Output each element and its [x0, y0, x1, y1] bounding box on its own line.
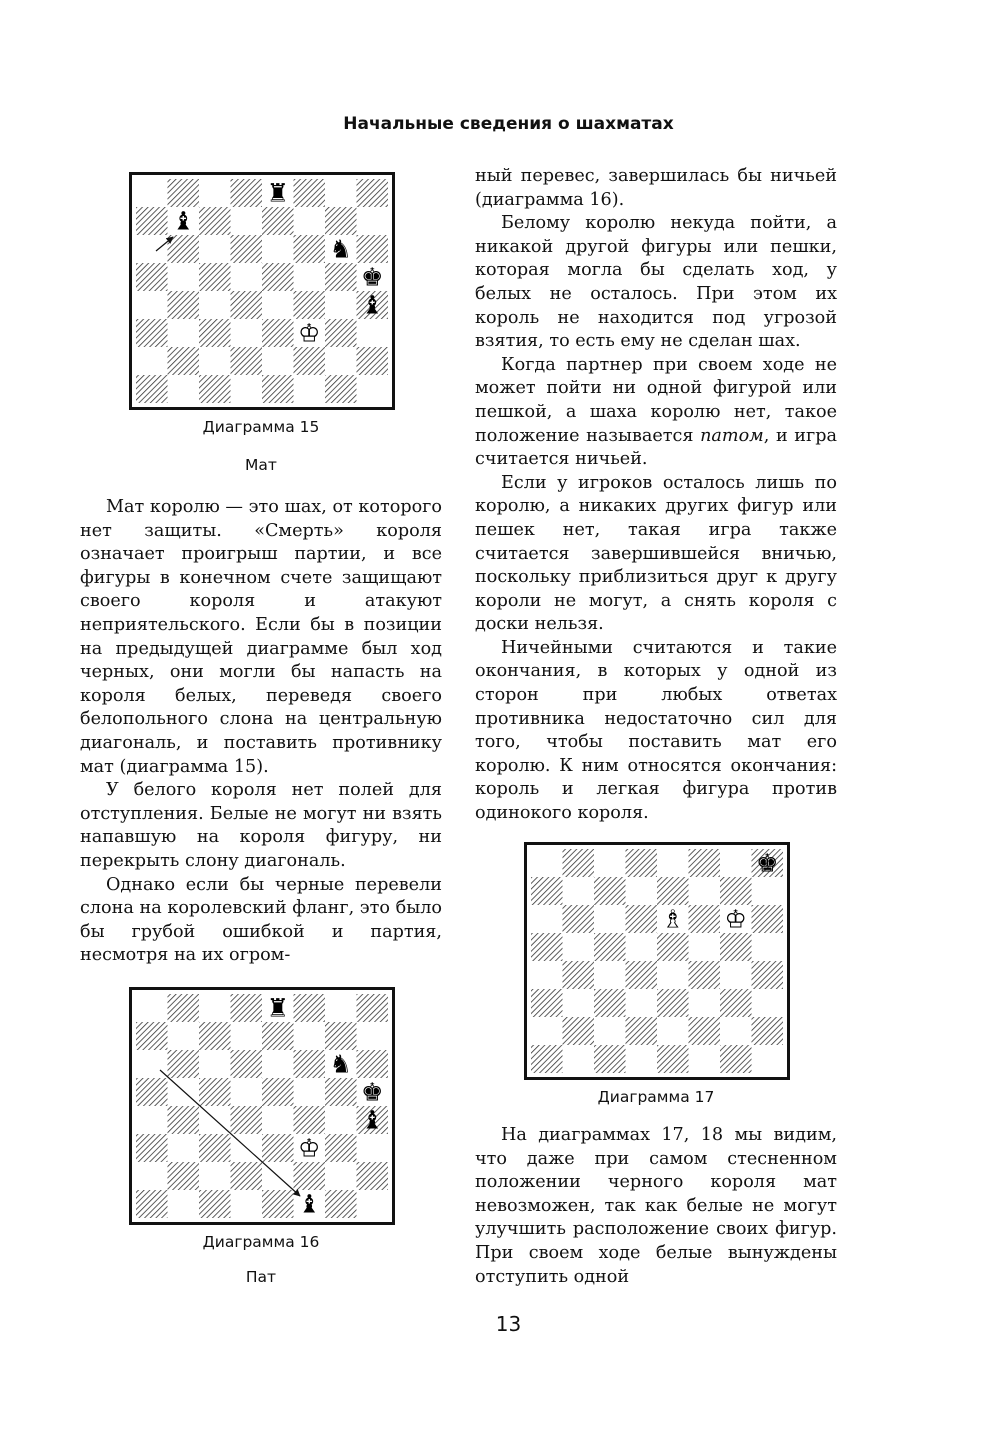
- light-square: [136, 1050, 168, 1078]
- light-square: [720, 961, 752, 989]
- light-square: [752, 1045, 784, 1073]
- paragraph: Мат королю — это шах, от которого нет защиты. «Смерть» короля означает проигрыш партии, и все фигуры в конечном счете защищают своего короля и атакуют неприятельского. Если бы в позиции на предыдущей диаграмме был ход черных, они могли бы напасть на короля белых, переведя своего белопольного слона на центральную диагональ, и поставить противнику мат (диаграмма 15).: [80, 497, 442, 777]
- light-square: [563, 877, 595, 905]
- light-square: [168, 1190, 200, 1218]
- light-square: [168, 375, 200, 403]
- dark-square: [294, 179, 326, 207]
- right-column-text: [475, 165, 837, 826]
- light-square: [231, 207, 263, 235]
- board-squares: [136, 994, 388, 1218]
- black-rook: ♜: [266, 179, 289, 208]
- paragraph: ный перевес, завершилась бы ничьей (диаграмма 16).: [475, 166, 837, 210]
- light-square: [720, 1017, 752, 1045]
- dark-square: [357, 994, 389, 1022]
- dark-square: [720, 1045, 752, 1073]
- dark-square: [720, 877, 752, 905]
- dark-square: [294, 994, 326, 1022]
- dark-square: [325, 375, 357, 403]
- dark-square: [231, 235, 263, 263]
- light-square: [531, 905, 563, 933]
- dark-square: [594, 933, 626, 961]
- light-square: [357, 1134, 389, 1162]
- light-square: [231, 319, 263, 347]
- light-square: [136, 179, 168, 207]
- paragraph: [475, 354, 837, 472]
- dark-square: [294, 291, 326, 319]
- board-svg-17: [531, 849, 783, 1073]
- dark-square: [594, 877, 626, 905]
- dark-square: [262, 263, 294, 291]
- diagram-16-subtitle: Пат: [245, 1268, 277, 1286]
- dark-square: [136, 207, 168, 235]
- dark-square: [168, 179, 200, 207]
- light-square: [563, 989, 595, 1017]
- light-square: [357, 1022, 389, 1050]
- black-king: ♚: [756, 849, 779, 878]
- light-square: [262, 1050, 294, 1078]
- light-square: [168, 1134, 200, 1162]
- light-square: [231, 1190, 263, 1218]
- dark-square: [262, 207, 294, 235]
- dark-square: [136, 263, 168, 291]
- dark-square: [231, 1162, 263, 1190]
- dark-square: [199, 1190, 231, 1218]
- light-square: [657, 849, 689, 877]
- dark-square: [531, 933, 563, 961]
- dark-square: [720, 933, 752, 961]
- dark-square: [325, 207, 357, 235]
- dark-square: [325, 263, 357, 291]
- dark-square: [626, 849, 658, 877]
- dark-square: [231, 347, 263, 375]
- dark-square: [231, 291, 263, 319]
- dark-square: [689, 905, 721, 933]
- light-square: [294, 207, 326, 235]
- dark-square: [262, 319, 294, 347]
- light-square: [262, 1106, 294, 1134]
- dark-square: [657, 1045, 689, 1073]
- board-svg-16: [136, 994, 388, 1218]
- light-square: [199, 291, 231, 319]
- page-number: 13: [495, 1312, 522, 1336]
- dark-square: [563, 961, 595, 989]
- paragraph: Ничейными считаются и такие окончания, в которых у одной из сторон при любых ответах противника недостаточно сил для того, чтобы поставить мат его королю. К ним относятся окончания: король и легкая фигура против одинокого короля.: [475, 637, 837, 824]
- dark-square: [689, 961, 721, 989]
- light-square: [325, 1162, 357, 1190]
- dark-square: [325, 1190, 357, 1218]
- dark-square: [657, 877, 689, 905]
- light-square: [294, 263, 326, 291]
- chessboard-diagram-15: [129, 172, 395, 410]
- light-square: [136, 235, 168, 263]
- black-knight: ♞: [329, 234, 352, 264]
- dark-square: [357, 235, 389, 263]
- dark-square: [563, 849, 595, 877]
- light-square: [136, 1162, 168, 1190]
- dark-square: [357, 1162, 389, 1190]
- dark-square: [657, 933, 689, 961]
- dark-square: [231, 179, 263, 207]
- dark-square: [136, 375, 168, 403]
- light-square: [563, 1045, 595, 1073]
- dark-square: [357, 347, 389, 375]
- light-square: [262, 235, 294, 263]
- dark-square: [168, 347, 200, 375]
- dark-square: [752, 1017, 784, 1045]
- light-square: [594, 849, 626, 877]
- black-knight: ♞: [329, 1049, 352, 1079]
- dark-square: [199, 319, 231, 347]
- light-square: [199, 1162, 231, 1190]
- white-king: ♔: [298, 1133, 321, 1163]
- dark-square: [262, 1190, 294, 1218]
- diagram-16-caption: Диаграмма 16: [202, 1233, 320, 1251]
- black-bishop: ♝: [298, 1189, 321, 1218]
- dark-square: [563, 1017, 595, 1045]
- paragraph: На диаграммах 17, 18 мы видим, что даже при самом стесненном положении черного короля мат невозможен, так как белые не могут улучшить расположение своих фигур. При своем ходе белые вынуждены отступить одной: [475, 1125, 837, 1287]
- light-square: [231, 263, 263, 291]
- light-square: [168, 263, 200, 291]
- dark-square: [262, 1134, 294, 1162]
- dark-square: [168, 235, 200, 263]
- light-square: [357, 1190, 389, 1218]
- light-square: [231, 375, 263, 403]
- light-square: [136, 291, 168, 319]
- light-square: [594, 905, 626, 933]
- dark-square: [168, 1162, 200, 1190]
- running-header: Начальные сведения о шахматах: [343, 114, 674, 134]
- paragraph: Белому королю некуда пойти, а никакой другой фигуры или пешки, которая могла бы сделать ход, у белых не осталось. При этом их король не находится под угрозой взятия, то есть ему не сделан шах.: [475, 213, 837, 352]
- light-square: [594, 1017, 626, 1045]
- dark-square: [231, 994, 263, 1022]
- light-square: [262, 291, 294, 319]
- light-square: [168, 319, 200, 347]
- light-square: [626, 1045, 658, 1073]
- light-square: [720, 849, 752, 877]
- light-square: [531, 961, 563, 989]
- light-square: [199, 347, 231, 375]
- light-square: [531, 1017, 563, 1045]
- light-square: [325, 291, 357, 319]
- light-square: [136, 1106, 168, 1134]
- dark-square: [531, 1045, 563, 1073]
- dark-square: [262, 1022, 294, 1050]
- light-square: [231, 1078, 263, 1106]
- dark-square: [136, 1022, 168, 1050]
- light-square: [689, 877, 721, 905]
- dark-square: [357, 179, 389, 207]
- light-square: [199, 1050, 231, 1078]
- dark-square: [626, 1017, 658, 1045]
- light-square: [294, 375, 326, 403]
- dark-square: [531, 989, 563, 1017]
- right-column-text-bottom: [475, 1124, 837, 1289]
- dark-square: [231, 1050, 263, 1078]
- light-square: [626, 989, 658, 1017]
- light-square: [752, 933, 784, 961]
- light-square: [168, 1022, 200, 1050]
- white-king: ♔: [298, 318, 321, 348]
- light-square: [752, 877, 784, 905]
- dark-square: [325, 319, 357, 347]
- dark-square: [199, 207, 231, 235]
- white-bishop: ♗: [661, 904, 684, 934]
- light-square: [657, 961, 689, 989]
- dark-square: [294, 347, 326, 375]
- dark-square: [168, 1106, 200, 1134]
- dark-square: [262, 375, 294, 403]
- light-square: [563, 933, 595, 961]
- light-square: [531, 849, 563, 877]
- dark-square: [136, 1190, 168, 1218]
- light-square: [168, 1078, 200, 1106]
- dark-square: [136, 1134, 168, 1162]
- dark-square: [752, 905, 784, 933]
- dark-square: [325, 1022, 357, 1050]
- dark-square: [294, 1162, 326, 1190]
- dark-square: [689, 1017, 721, 1045]
- dark-square: [531, 877, 563, 905]
- dark-square: [689, 849, 721, 877]
- light-square: [357, 207, 389, 235]
- dark-square: [325, 1078, 357, 1106]
- dark-square: [294, 235, 326, 263]
- dark-square: [168, 291, 200, 319]
- dark-square: [325, 1134, 357, 1162]
- light-square: [626, 877, 658, 905]
- text-run: , и игра считается ничьей.: [475, 425, 837, 470]
- board-squares: [531, 849, 783, 1073]
- black-bishop: ♝: [361, 1105, 384, 1135]
- text-run: Когда партнер при своем ходе не может пойти ни одной фигурой или пешкой, а шаха королю нет, такое положение называется: [475, 354, 837, 446]
- light-square: [136, 347, 168, 375]
- light-square: [626, 933, 658, 961]
- dark-square: [262, 1078, 294, 1106]
- diagram-17-caption: Диаграмма 17: [597, 1088, 715, 1106]
- dark-square: [199, 1134, 231, 1162]
- dark-square: [199, 263, 231, 291]
- dark-square: [294, 1050, 326, 1078]
- light-square: [294, 1022, 326, 1050]
- light-square: [199, 994, 231, 1022]
- dark-square: [199, 1078, 231, 1106]
- black-king: ♚: [361, 262, 384, 292]
- light-square: [231, 1022, 263, 1050]
- light-square: [199, 179, 231, 207]
- light-square: [325, 1106, 357, 1134]
- white-bishop-black-piece: ♝: [361, 290, 384, 320]
- dark-square: [199, 375, 231, 403]
- black-bishop: ♝: [172, 206, 195, 236]
- diagram-15-caption: Диаграмма 15: [202, 418, 320, 436]
- dark-square: [136, 319, 168, 347]
- light-square: [136, 994, 168, 1022]
- light-square: [325, 994, 357, 1022]
- dark-square: [199, 1022, 231, 1050]
- dark-square: [594, 989, 626, 1017]
- dark-square: [294, 1106, 326, 1134]
- term-stalemate: патом: [700, 425, 764, 446]
- dark-square: [657, 989, 689, 1017]
- light-square: [752, 989, 784, 1017]
- light-square: [689, 1045, 721, 1073]
- light-square: [199, 235, 231, 263]
- diagram-15-subtitle: Мат: [245, 456, 277, 474]
- light-square: [689, 989, 721, 1017]
- light-square: [689, 933, 721, 961]
- chessboard-diagram-17: [524, 842, 790, 1080]
- left-column-text: [80, 496, 442, 968]
- dark-square: [626, 961, 658, 989]
- light-square: [357, 375, 389, 403]
- dark-square: [626, 905, 658, 933]
- dark-square: [357, 1050, 389, 1078]
- black-king: ♚: [361, 1077, 384, 1107]
- dark-square: [563, 905, 595, 933]
- paragraph: Однако если бы черные перевели слона на королевский фланг, это было бы грубой ошибкой и партия, несмотря на их огром-: [80, 874, 442, 966]
- light-square: [294, 1078, 326, 1106]
- paragraph: Если у игроков осталось лишь по королю, а никаких других фигур или пешек нет, такая игра также считается завершившейся вничью, поскольку приблизиться друг к другу короли не могут, а снять короля с доски нельзя.: [475, 472, 837, 635]
- black-rook: ♜: [266, 994, 289, 1023]
- dark-square: [594, 1045, 626, 1073]
- light-square: [262, 347, 294, 375]
- board-svg-15: [136, 179, 388, 403]
- white-king: ♔: [724, 904, 747, 934]
- chessboard-diagram-16: [129, 987, 395, 1225]
- dark-square: [168, 1050, 200, 1078]
- light-square: [325, 179, 357, 207]
- dark-square: [752, 961, 784, 989]
- dark-square: [720, 989, 752, 1017]
- light-square: [325, 347, 357, 375]
- dark-square: [168, 994, 200, 1022]
- dark-square: [231, 1106, 263, 1134]
- light-square: [357, 319, 389, 347]
- dark-square: [136, 1078, 168, 1106]
- light-square: [657, 1017, 689, 1045]
- light-square: [594, 961, 626, 989]
- paragraph: У белого короля нет полей для отступления. Белые не могут ни взять напавшую на короля фигуру, ни перекрыть слону диагональ.: [80, 780, 442, 871]
